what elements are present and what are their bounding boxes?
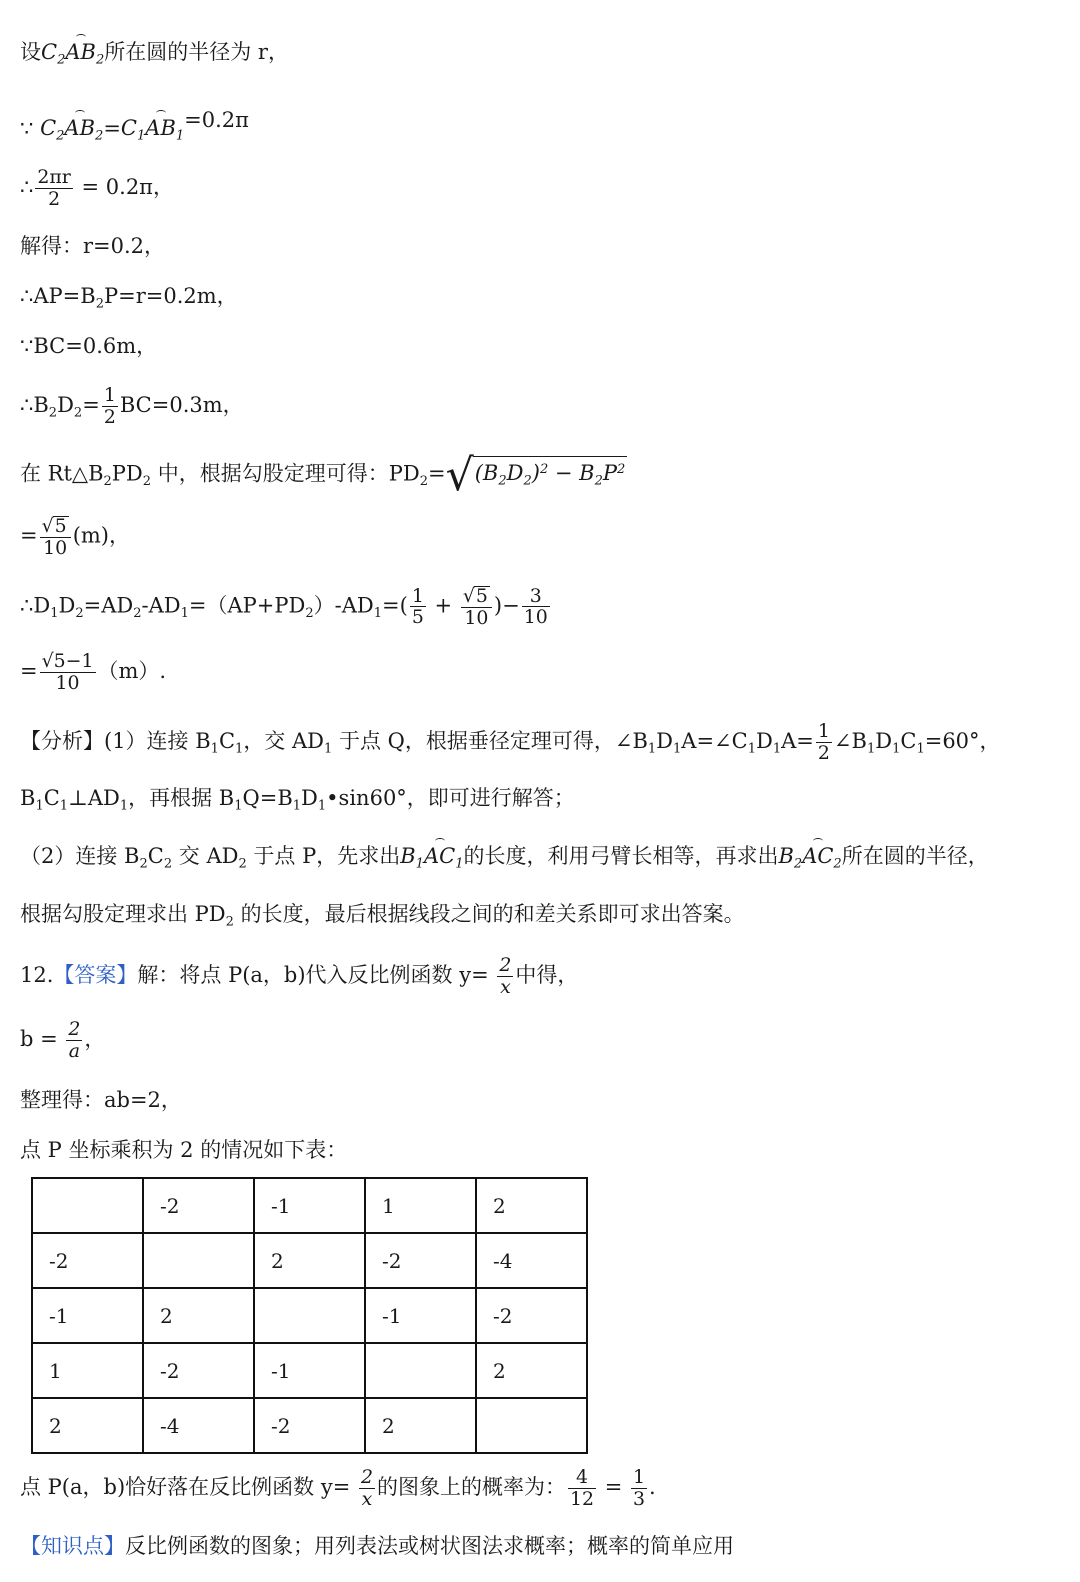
table-cell: 1 [32, 1343, 143, 1398]
knowledge-tag: 【知识点】 [20, 1534, 125, 1558]
line-2pir: ∴ $\frac{2\pi r}{2}$ = 0.2π， [20, 166, 174, 210]
line-analysis-2: $B_1C_1\perp AD_1$，再根据 $B_1Q=B_1D_1•\sin 60^\circ$，即可进行解答； [20, 786, 575, 814]
line-answer-12: 12.【答案】解：将点 P(a，b)代入反比例函数 y= $\frac{2}{x}$ 中得， [20, 954, 579, 998]
line-table-caption: 点 P 坐标乘积为 2 的情况如下表： [20, 1138, 348, 1162]
table-cell: 2 [476, 1343, 587, 1398]
table-cell: -4 [143, 1398, 254, 1453]
line-analysis-4: 根据勾股定理求出 $PD_2$ 的长度，最后根据线段之间的和差关系即可求出答案。 [20, 902, 745, 930]
table-cell: 2 [32, 1398, 143, 1453]
table-cell: -1 [254, 1343, 365, 1398]
line-ap: $\therefore AP=B_2P=r=0.2m$， [20, 284, 238, 312]
table-row [32, 1288, 587, 1343]
table-row [32, 1178, 587, 1233]
answer-tag: 【答案】 [53, 962, 138, 987]
table-cell [476, 1398, 587, 1453]
table-cell: -1 [32, 1288, 143, 1343]
table-cell [254, 1288, 365, 1343]
line-radius-def: 设$C_2AB_2$所在圆的半径为 r， [20, 40, 289, 68]
table-row [32, 1233, 587, 1288]
table-cell: -1 [365, 1288, 476, 1343]
table-cell: 1 [365, 1178, 476, 1233]
arc-c2ab2: $C_2AB_2$ [41, 40, 105, 68]
line-bc: ∵BC=0.6m， [20, 334, 158, 358]
line-d1d2: $\therefore D_1D_2=AD_2-AD_1=(AP+PD_2)-AD_1=$( $\frac{1}{5}$ + $\frac{√5}{10}$ )− $\frac{3}{10}$ [20, 584, 548, 629]
table-cell [365, 1343, 476, 1398]
table-cell: 2 [365, 1398, 476, 1453]
line-knowledge: 【知识点】反比例函数的图象；用列表法或树状图法求概率；概率的简单应用 [20, 1534, 734, 1558]
table-cell: -2 [143, 1343, 254, 1398]
table-cell: 2 [254, 1233, 365, 1288]
line-pd2-value: = $\frac{√5}{10}$ (m)， [20, 515, 130, 559]
line-b2d2: $\therefore B_2D_2=$ $\frac{1}{2}$ BC=0.3m， [20, 384, 244, 428]
table-cell: -2 [365, 1233, 476, 1288]
table-cell: 2 [143, 1288, 254, 1343]
line-result: = $\frac{√5-1}{10}$ （m）. [20, 650, 167, 694]
product-table [31, 1177, 588, 1454]
line-ab: 整理得：ab=2， [20, 1088, 182, 1112]
line-solve-r: 解得：r=0.2， [20, 234, 166, 258]
table-cell: -2 [254, 1398, 365, 1453]
table-cell: -1 [254, 1178, 365, 1233]
table-row [32, 1398, 587, 1453]
line-b-equals: b = $\frac{2}{a}$ ， [20, 1018, 106, 1062]
line-pythagoras: 在 $Rt\triangle B_2PD_2$ 中，根据勾股定理可得：$PD_2=√(B_2D_2)^2 - B_2P^2$ [20, 450, 626, 501]
line-analysis-3: （2）连接 $B_2C_2$ 交 $AD_2$ 于点 P，先求出$B_1AC_1$的长度，利用弓臂长相等，再求出$B_2AC_2$所在圆的半径， [20, 844, 989, 872]
table-cell: 2 [476, 1178, 587, 1233]
table-cell: -2 [476, 1288, 587, 1343]
line-analysis-1: 【分析】(1）连接 $B_1C_1$，交 $AD_1$ 于点 Q，根据垂径定理可得，$\angle B_1D_1A=\angle C_1D_1A=$ $\frac{1}{2}$ $\angle B_1D_1C_1=60^\circ$， [20, 720, 1001, 764]
line-arc-equal: ∵ $C_2AB_2=C_1AB_1=0.2\pi$ [20, 108, 249, 144]
table-cell: -4 [476, 1233, 587, 1288]
table-cell [143, 1233, 254, 1288]
table-row [32, 1343, 587, 1398]
table-cell: -2 [143, 1178, 254, 1233]
table-cell: -2 [32, 1233, 143, 1288]
line-probability: 点 P(a，b)恰好落在反比例函数 y= $\frac{2}{x}$ 的图象上的概率为： $\frac{4}{12}$ = $\frac{1}{3}$ . [20, 1466, 656, 1510]
table-cell [32, 1178, 143, 1233]
